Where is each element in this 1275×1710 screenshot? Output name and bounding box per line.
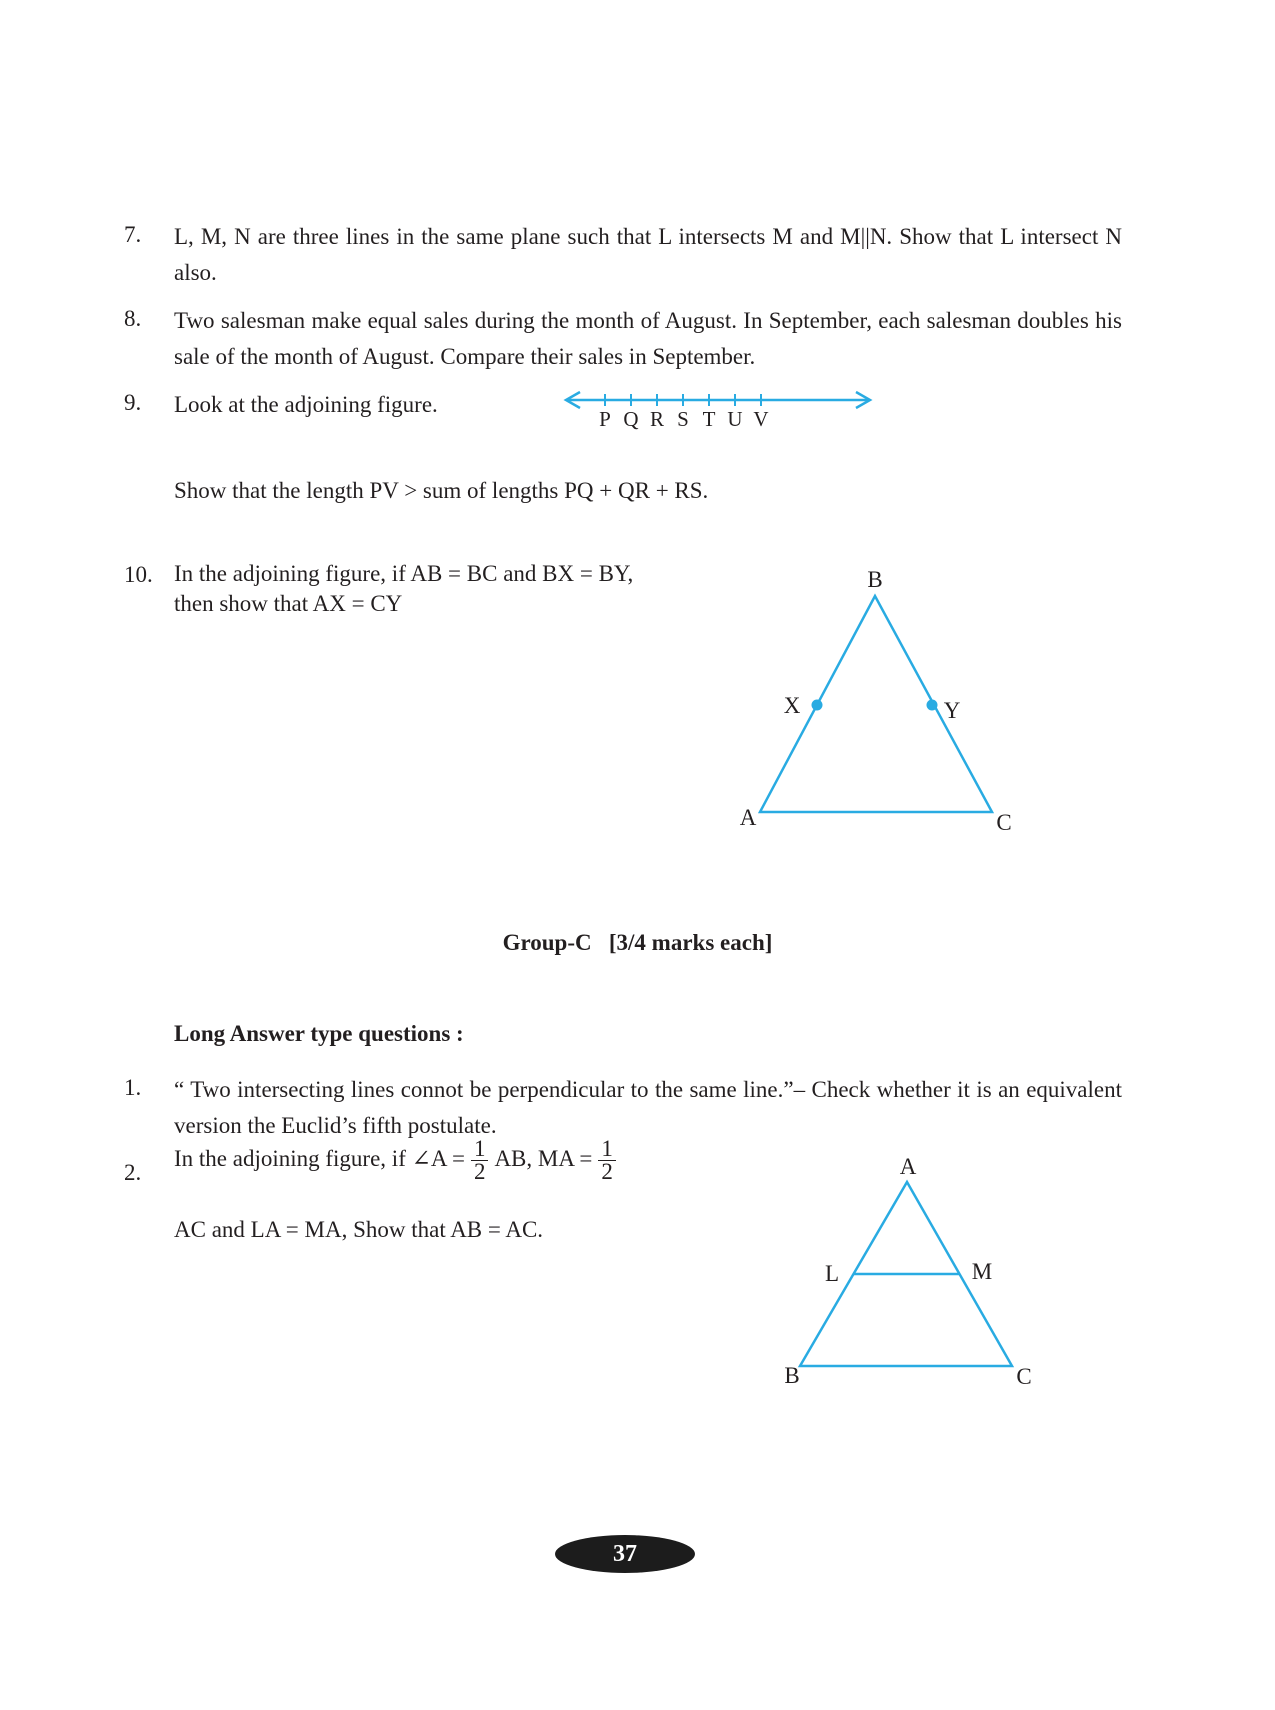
question-8-number: 8. — [124, 306, 142, 331]
label-t: T — [702, 407, 716, 431]
label-c: C — [996, 810, 1012, 835]
q2-part1: In the adjoining figure, if ∠A = — [174, 1145, 465, 1171]
page-number: 37 — [555, 1535, 695, 1573]
label-b: B — [867, 567, 883, 592]
triangle-abc-figure — [720, 560, 1020, 840]
question-8-text: Two salesman make equal sales during the month of August. In September, each salesman doubles his sale of the month of August. Compare their sales in September. — [174, 308, 1122, 369]
long-question-2-line1 — [174, 1138, 622, 1183]
label-m: M — [971, 1259, 993, 1284]
fraction-one-half-a: $\frac{1}{2}$ — [471, 1138, 489, 1183]
question-10-line2: then show that AX = CY — [174, 591, 403, 616]
long-question-2-line2: AC and LA = MA, Show that AB = AC. — [174, 1217, 544, 1242]
label-u: U — [727, 407, 743, 431]
triangle-lm-figure — [770, 1148, 1050, 1398]
long-answer-heading: Long Answer type questions : — [174, 1021, 464, 1046]
label-r: R — [649, 407, 665, 431]
label-x: X — [783, 693, 801, 718]
group-label: Group-C — [502, 930, 592, 955]
question-7-number: 7. — [124, 222, 142, 247]
question-7-text: L, M, N are three lines in the same plane such that L intersects M and M||N. Show that L intersect N also. — [174, 224, 1122, 285]
label-c2: C — [1016, 1364, 1032, 1389]
long-question-1-number: 1. — [124, 1075, 142, 1100]
q2-part2: AB, MA = — [494, 1145, 593, 1171]
point-x — [812, 700, 823, 711]
question-10-number: 10. — [124, 562, 153, 587]
long-question-2-number: 2. — [124, 1160, 142, 1185]
label-l: L — [824, 1261, 840, 1286]
number-line-figure — [560, 384, 880, 434]
question-9-text: Look at the adjoining figure. — [174, 392, 438, 417]
label-a2: A — [899, 1154, 917, 1179]
group-marks: [3/4 marks each] — [608, 930, 773, 955]
question-10-line1: In the adjoining figure, if AB = BC and BX = BY, — [174, 561, 634, 586]
question-9-followup: Show that the length PV > sum of lengths PQ + QR + RS. — [174, 478, 709, 503]
question-9-number: 9. — [124, 390, 142, 415]
long-question-1-text: “ Two intersecting lines connot be perpendicular to the same line.”– Check whether it is an equivalent version the Euclid’s fifth postulate. — [174, 1077, 1122, 1138]
label-p: P — [599, 407, 611, 431]
label-s: S — [677, 407, 689, 431]
label-y: Y — [943, 698, 961, 723]
fraction-one-half-b: $\frac{1}{2}$ — [598, 1138, 616, 1183]
label-b2: B — [784, 1363, 800, 1388]
label-q: Q — [623, 407, 639, 431]
label-a: A — [739, 805, 757, 830]
point-y — [927, 700, 938, 711]
group-heading — [0, 930, 1275, 956]
label-v: V — [753, 407, 769, 431]
